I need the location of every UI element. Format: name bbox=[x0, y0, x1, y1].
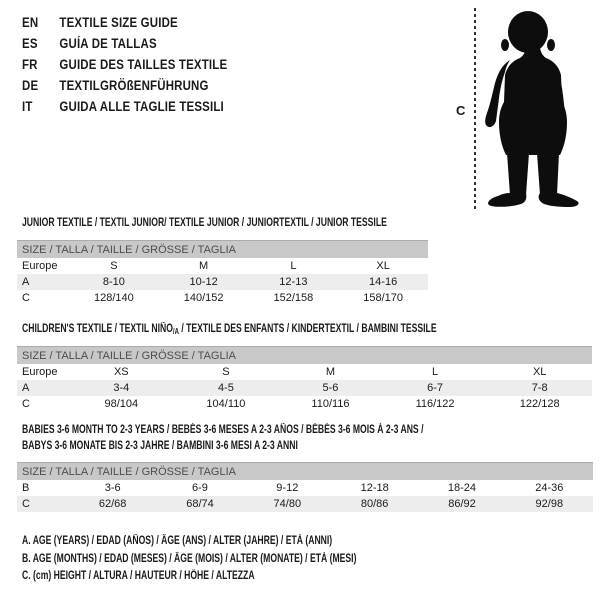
babies-title-line1: BABIES 3-6 MONTH TO 2-3 YEARS / BEBÉS 3-6 MESES A 2-3 AÑOS / BÉBÉS 3-6 MOIS À 2-3 ANS / bbox=[22, 424, 424, 436]
value-cell: M bbox=[325, 366, 336, 378]
lang-code: DE bbox=[22, 78, 39, 93]
babies-section-title bbox=[22, 422, 557, 454]
value-cell: 18-24 bbox=[447, 482, 477, 494]
value-cell: 12-13 bbox=[249, 274, 339, 290]
value-cell: 12-18 bbox=[360, 482, 389, 494]
guide-title-es: GUÍA DE TALLAS bbox=[59, 36, 157, 51]
junior-section-title: JUNIOR TEXTILE / TEXTIL JUNIOR/ TEXTILE JUNIOR / JUNIORTEXTIL / JUNIOR TESSILE bbox=[22, 217, 387, 229]
lang-row-en bbox=[22, 12, 227, 33]
size-header-bar: SIZE / TALLA / TAILLE / GRÖSSE / TAGLIA bbox=[17, 241, 428, 259]
value-cell: 68/74 bbox=[156, 496, 243, 512]
value-cell: 14-16 bbox=[338, 274, 428, 290]
value-cell: 8-10 bbox=[69, 274, 159, 290]
value-cell: L bbox=[432, 366, 439, 378]
baby-silhouette bbox=[482, 10, 584, 210]
children-size-table bbox=[17, 346, 592, 412]
table-row bbox=[17, 380, 592, 396]
junior-size-table bbox=[17, 240, 428, 306]
lang-code: FR bbox=[22, 57, 38, 72]
guide-title-de: TEXTILGRÖßENFÜHRUNG bbox=[59, 78, 209, 93]
value-cell: M bbox=[199, 260, 209, 272]
value-cell: 62/68 bbox=[69, 496, 156, 512]
children-section-title: CHILDREN'S TEXTILE / TEXTIL $NIÑO_{/A}$ / TEXTILE DES ENFANTS / KINDERTEXTIL / BAMBINI TESSILE bbox=[22, 323, 437, 336]
lang-code: EN bbox=[22, 15, 39, 30]
value-cell: 3-4 bbox=[69, 380, 174, 396]
value-cell: 5-6 bbox=[278, 380, 383, 396]
table-row bbox=[17, 290, 428, 306]
baby-leg-left bbox=[507, 153, 529, 195]
guide-title-fr: GUIDE DES TAILLES TEXTILE bbox=[59, 57, 228, 72]
table-row bbox=[17, 480, 593, 496]
baby-foot-right bbox=[539, 193, 579, 207]
value-cell: 6-7 bbox=[383, 380, 488, 396]
lang-row-es bbox=[22, 33, 227, 54]
value-cell: 92/98 bbox=[506, 496, 593, 512]
babies-size-table bbox=[17, 462, 593, 512]
value-cell: 86/92 bbox=[418, 496, 505, 512]
value-cell: 158/170 bbox=[363, 292, 403, 304]
value-cell: S bbox=[110, 260, 118, 272]
value-cell: 128/140 bbox=[93, 292, 134, 304]
value-cell: 152/158 bbox=[273, 292, 314, 304]
row-label-cell: A bbox=[17, 380, 69, 396]
lang-code: ES bbox=[22, 36, 38, 51]
value-cell: 74/80 bbox=[244, 496, 331, 512]
lang-row-de bbox=[22, 75, 227, 96]
baby-head bbox=[508, 11, 548, 53]
value-cell: 80/86 bbox=[331, 496, 418, 512]
table-row bbox=[17, 396, 592, 412]
size-header-bar: SIZE / TALLA / TAILLE / GRÖSSE / TAGLIA bbox=[17, 347, 592, 365]
table-row bbox=[17, 274, 428, 290]
value-cell: 122/128 bbox=[519, 398, 560, 410]
row-label-cell: A bbox=[17, 274, 69, 290]
height-label-c: C bbox=[456, 103, 466, 118]
size-header-row bbox=[17, 463, 593, 481]
value-cell: 7-8 bbox=[487, 380, 592, 396]
language-title-block bbox=[22, 12, 264, 117]
guide-title-en: TEXTILE SIZE GUIDE bbox=[59, 15, 178, 30]
value-cell: 9-12 bbox=[276, 482, 299, 494]
legend-line-height: C. (cm) HEIGHT / ALTURA / HAUTEUR / HÖHE / ALTEZZA bbox=[22, 570, 255, 582]
legend-line-age-months: B. AGE (MONTHS) / EDAD (MESES) / ÂGE (MOIS) / ALTER (MONATE) / ETÀ (MESI) bbox=[22, 552, 357, 565]
value-cell: 116/122 bbox=[415, 398, 455, 410]
value-cell: XL bbox=[376, 260, 390, 272]
value-cell: XL bbox=[532, 366, 547, 378]
value-cell: 3-6 bbox=[104, 482, 121, 494]
lang-row-it bbox=[22, 96, 227, 117]
row-label-cell: C bbox=[17, 496, 69, 512]
row-label-cell: B bbox=[22, 482, 30, 494]
value-cell: L bbox=[290, 260, 297, 272]
value-cell: 140/152 bbox=[183, 292, 224, 304]
size-header-row bbox=[17, 347, 592, 365]
value-cell: 6-9 bbox=[192, 482, 208, 494]
row-label-cell: C bbox=[22, 398, 30, 410]
table-row bbox=[17, 364, 592, 380]
value-cell: 10-12 bbox=[159, 274, 249, 290]
babies-title-line2: BABYS 3-6 MONATE BIS 2-3 JAHRE / BAMBINI 3-6 MESI A 2-3 ANNI bbox=[22, 440, 298, 452]
table-row bbox=[17, 258, 428, 274]
row-label-cell: Europe bbox=[22, 260, 58, 272]
guide-title-it: GUIDA ALLE TAGLIE TESSILI bbox=[59, 99, 224, 114]
row-label-cell: Europe bbox=[22, 366, 58, 378]
value-cell: 98/104 bbox=[104, 398, 139, 410]
row-label-cell: C bbox=[22, 292, 30, 304]
value-cell: S bbox=[222, 366, 230, 378]
value-cell: 104/110 bbox=[206, 398, 246, 410]
table-row bbox=[17, 496, 593, 512]
legend bbox=[22, 535, 468, 588]
value-cell: 4-5 bbox=[174, 380, 279, 396]
height-measure-dashed-line bbox=[474, 8, 476, 212]
baby-foot-left bbox=[488, 193, 526, 207]
value-cell: XS bbox=[113, 366, 129, 378]
lang-row-fr bbox=[22, 54, 227, 75]
baby-leg-right bbox=[537, 153, 559, 195]
legend-line-age-years: A. AGE (YEARS) / EDAD (AÑOS) / ÂGE (ANS) / ALTER (JAHRE) / ETÀ (ANNI) bbox=[22, 535, 333, 547]
size-header-row bbox=[17, 241, 428, 259]
baby-ear-left bbox=[501, 39, 509, 51]
value-cell: 110/116 bbox=[311, 398, 350, 410]
size-header-bar: SIZE / TALLA / TAILLE / GRÖSSE / TAGLIA bbox=[17, 463, 593, 481]
nino-a-subscript: /A bbox=[172, 327, 179, 336]
baby-ear-right bbox=[547, 39, 555, 51]
value-cell: 24-36 bbox=[535, 482, 564, 494]
lang-code: IT bbox=[22, 99, 33, 114]
